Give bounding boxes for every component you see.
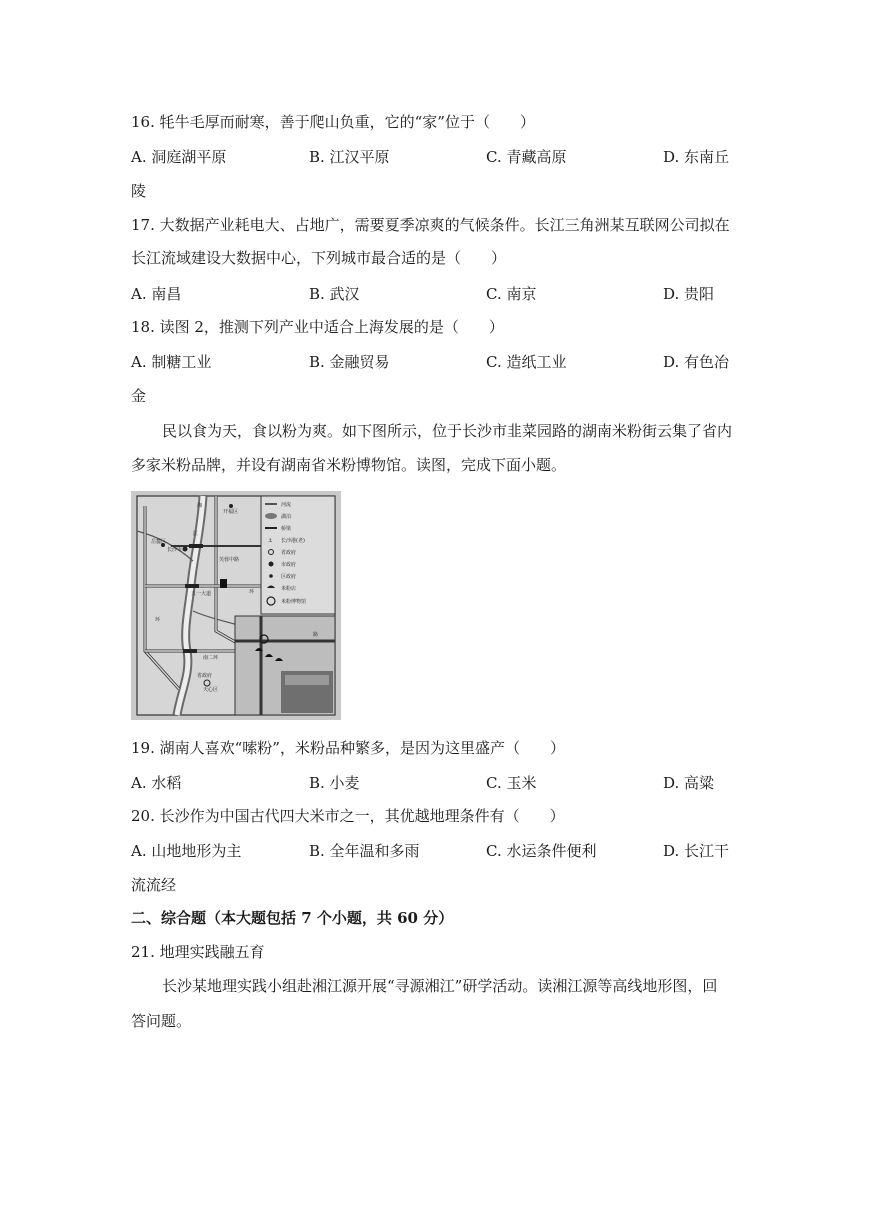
question-17-option-b: B. 武汉 [309,285,360,303]
question-19-stem: 19. 湖南人喜欢“嗦粉”，米粉品种繁多，是因为这里盛产（ ） [131,739,565,757]
question-19-option-b: B. 小麦 [309,774,360,792]
question-20-option-c: C. 水运条件便利 [486,842,597,860]
question-18-option-d: D. 有色冶 [663,353,730,371]
map-label-tianxin: 天心区 [203,687,219,693]
question-16-option-d: D. 东南丘 [663,148,730,166]
question-17-option-c: C. 南京 [486,285,537,303]
question-16-option-c: C. 青藏高原 [486,148,567,166]
svg-text:区政府: 区政府 [281,574,297,580]
passage-line-1: 民以食为天，食以粉为爽。如下图所示，位于长沙市韭菜园路的湖南米粉街云集了省内 [162,422,733,440]
question-16-option-d-wrap: 陵 [131,182,147,200]
question-18-option-a: A. 制糖工业 [131,353,212,371]
map-label-changsha: 长沙市 [167,547,183,553]
question-16-stem: 16. 牦牛毛厚而耐寒，善于爬山负重，它的“家”位于（ ） [131,113,535,131]
question-21-line-1: 长沙某地理实践小组赴湘江源开展“寻源湘江”研学活动。读湘江源等高线地形图，回 [162,977,718,995]
question-16-option-a: A. 洞庭湖平原 [131,148,227,166]
map-label-kaifu: 开福区 [223,509,239,515]
map-label-south: 南二环 [203,655,219,661]
question-17-option-a: A. 南昌 [131,285,182,303]
map-label-furong: 芙蓉中路 [219,557,240,563]
question-19-option-d: D. 高粱 [663,774,715,792]
question-18-option-c: C. 造纸工业 [486,353,567,371]
question-17-stem-line1: 17. 大数据产业耗电大、占地广，需要夏季凉爽的气候条件。长江三角洲某互联网公司拟在 [131,216,730,234]
svg-text:市政府: 市政府 [281,562,297,568]
map-label-wuyi: 五一大道 [191,591,212,597]
passage-line-2: 多家米粉品牌，并设有湖南省米粉博物馆。读图，完成下面小题。 [131,456,567,474]
question-19-option-a: A. 水稻 [131,774,182,792]
question-21-line-2: 答问题。 [131,1012,192,1030]
question-17-stem-line2: 长江流域建设大数据中心，下列城市最合适的是（ ） [131,249,507,267]
question-21-title: 21. 地理实践融五育 [131,943,265,961]
map-label-yuelu: 岳麓区 [151,539,167,545]
changsha-rice-noodle-map [131,491,341,720]
svg-text:长沙港(老): 长沙港(老) [281,538,305,544]
question-16-option-b: B. 江汉平原 [309,148,390,166]
svg-text:⚓: ⚓ [268,538,273,544]
question-20-option-b: B. 全年温和多雨 [309,842,420,860]
svg-text:米粉店: 米粉店 [281,586,297,592]
svg-text:河流: 河流 [281,502,292,508]
map-label-huan1: 环 [249,589,255,595]
map-label-huan2: 环 [155,617,161,623]
question-20-option-d-wrap: 流流经 [131,876,177,894]
question-20-option-d: D. 长江干 [663,842,730,860]
question-19-option-c: C. 玉米 [486,774,537,792]
svg-text:桥梁: 桥梁 [281,526,292,532]
map-label-lu: 路 [313,632,319,638]
svg-text:省政府: 省政府 [281,550,297,556]
question-18-option-b: B. 金融贸易 [309,353,390,371]
question-20-option-a: A. 山地地形为主 [131,842,242,860]
question-20-stem: 20. 长沙作为中国古代四大米市之一，其优越地理条件有（ ） [131,807,565,825]
svg-text:米粉博物馆: 米粉博物馆 [281,599,307,605]
question-18-stem: 18. 读图 2，推测下列产业中适合上海发展的是（ ） [131,318,504,336]
svg-text:湖泊: 湖泊 [281,514,292,520]
map-label-xiang: 湘 [197,503,203,509]
question-18-option-d-wrap: 金 [131,387,147,405]
map-label-gov: 省政府 [197,673,213,679]
map-label-jiang: 江 [193,531,199,537]
question-17-option-d: D. 贵阳 [663,285,715,303]
section-title: 二、综合题（本大题包括 7 个小题，共 60 分） [131,909,454,927]
